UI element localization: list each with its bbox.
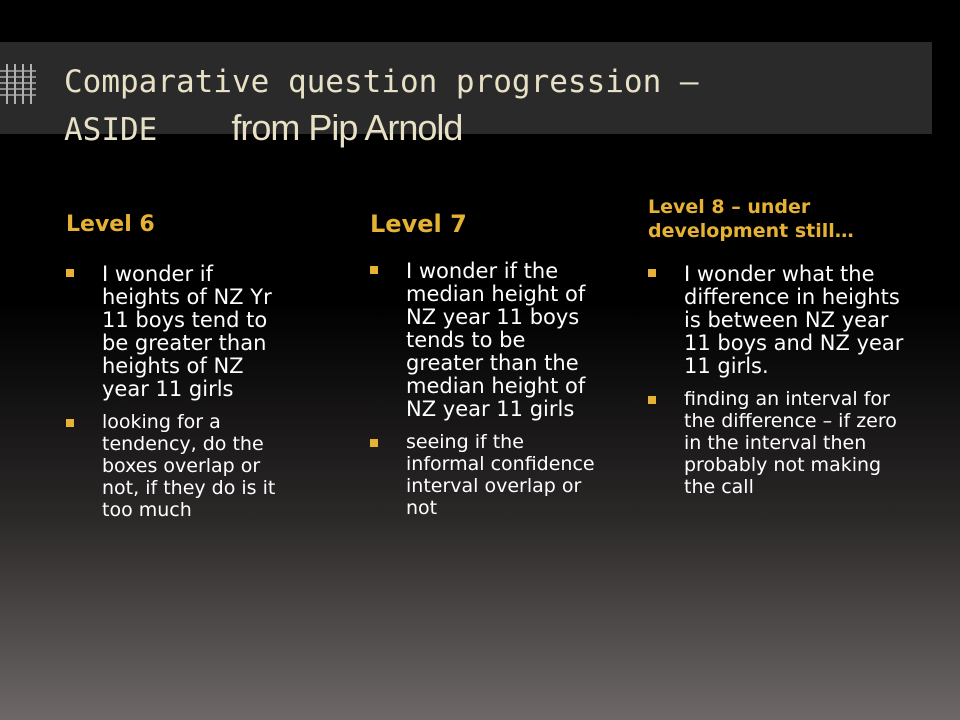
bullet-text: seeing if the informal confidence interval overlap or not <box>406 431 595 519</box>
column-1-list <box>66 263 292 531</box>
title-aside: ASIDE <box>64 111 158 148</box>
title-decoration-icon <box>0 64 36 104</box>
column-1-heading: Level 6 <box>66 212 155 237</box>
title-author: from Pip Arnold <box>231 106 463 148</box>
column-3-bullet-2 <box>648 388 910 498</box>
column-3-list <box>648 263 910 508</box>
bullet-text: looking for a tendency, do the boxes overlap or not, if they do is it too much <box>102 411 276 521</box>
bullet-text: I wonder if heights of NZ Yr 11 boys tend to be greater than heights of NZ year 11 girls <box>102 262 272 401</box>
bullet-icon <box>66 269 74 277</box>
bullet-icon <box>370 439 378 447</box>
column-1-bullet-1 <box>66 263 292 401</box>
slide-title <box>64 62 924 152</box>
title-line-2 <box>64 104 924 153</box>
column-2-bullet-1 <box>370 260 596 421</box>
bullet-icon <box>648 269 656 277</box>
column-2-list <box>370 260 596 529</box>
column-2-heading: Level 7 <box>370 210 467 238</box>
bullet-text: I wonder if the median height of NZ year 11 boys tends to be greater than the median height of NZ year 11 girls <box>406 259 586 421</box>
title-line-1: Comparative question progression – <box>64 64 699 100</box>
bullet-text: I wonder what the difference in heights is between NZ year 11 boys and NZ year 11 girls. <box>684 262 904 378</box>
column-3-bullet-1 <box>648 263 910 378</box>
bullet-icon <box>66 419 74 427</box>
column-3-heading: Level 8 – under development still… <box>648 196 854 242</box>
column-1-bullet-2 <box>66 411 292 521</box>
bullet-icon <box>648 396 656 404</box>
bullet-text: finding an interval for the difference – if zero in the interval then probably not making the call <box>684 388 897 498</box>
column-2-bullet-2 <box>370 431 596 519</box>
bullet-icon <box>370 266 378 274</box>
